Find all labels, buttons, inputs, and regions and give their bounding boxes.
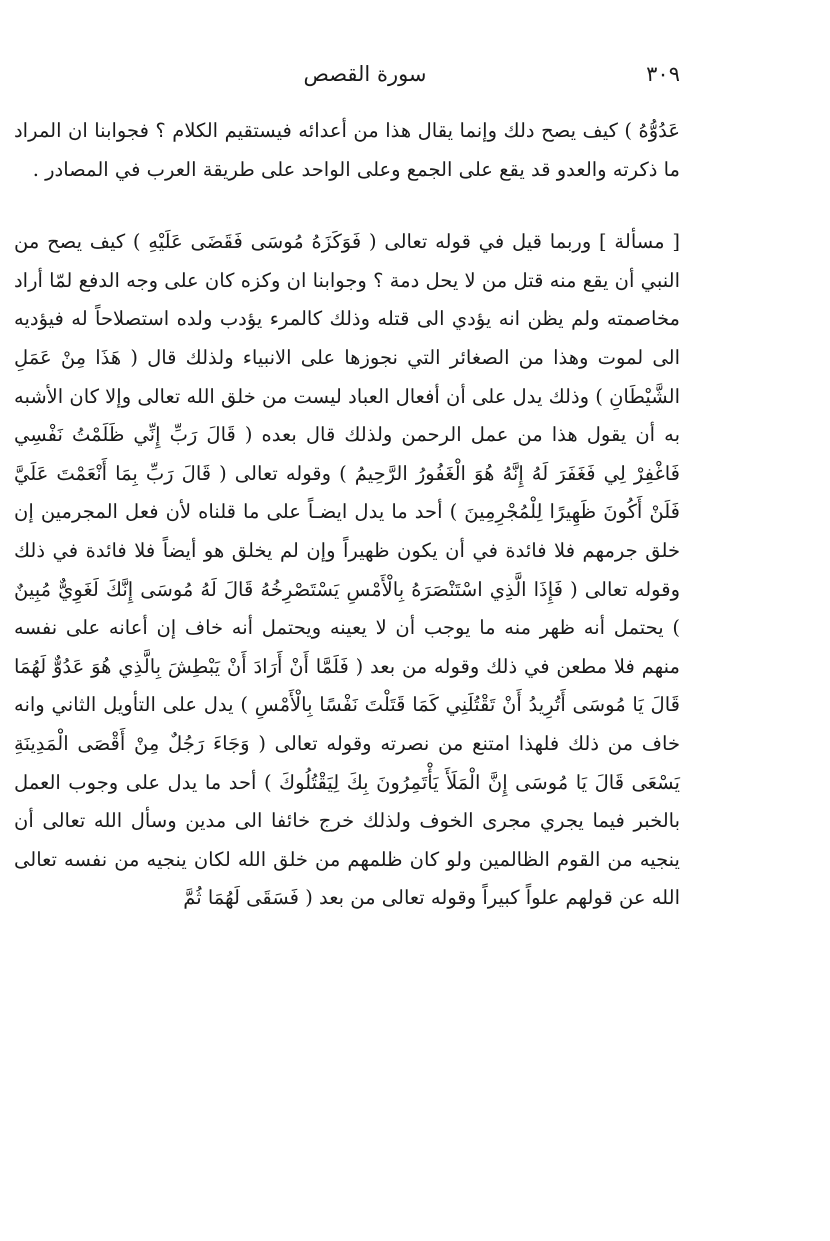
page-number: ٣٠٩ (646, 62, 680, 86)
page-header (50, 62, 680, 92)
body-text (14, 112, 680, 918)
surah-title: سورة القصص (303, 62, 427, 86)
paragraph-1: عَدُوُّهُ ) كيف يصح دلك وإنما يقال هذا من أعدائه فيستقيم الكلام ؟ فجوابنا ان المراد ما ذكرته والعدو قد يقع على الجمع وعلى الواحد على طريقة العرب في المصادر . (14, 119, 680, 181)
paragraph-2: [ مسألة ] وربما قيل في قوله تعالى ( فَوَكَزَهُ مُوسَى فَقَضَى عَلَيْهِ ) كيف يصح من النبي أن يقع منه قتل من لا يحل دمة ؟ وجوابنا ان وكزه كان على وجه الدفع لمّا أراد مخاصمته ولم يظن انه يؤدي الى قتله وذلك كالمرء يؤدب ولده استصلاحاً له فيؤديه الى لموت وهذا من الصغائر التي نجوزها على الانبياء ولذلك قال ( هَذَا مِنْ عَمَلِ الشَّيْطَانِ ) وذلك يدل على أن أفعال العباد ليست من خلق الله تعالى وإلا كان الأشبه به أن يقول هذا من عمل الرحمن ولذلك قال بعده ( قَالَ رَبِّ إِنِّي ظَلَمْتُ نَفْسِي فَاغْفِرْ لِي فَغَفَرَ لَهُ إِنَّهُ هُوَ الْغَفُورُ الرَّحِيمُ ) وقوله تعالى ( قَالَ رَبِّ بِمَا أَنْعَمْتَ عَلَيَّ فَلَنْ أَكُونَ ظَهِيرًا لِلْمُجْرِمِينَ ) أحد ما يدل ايضـاً على ما قلناه لأن فعل المجرمين إن خلق جرمهم فلا فائدة في أن يكون ظهيراً وإن لم يخلق هو أيضاً فلا فائدة في ذلك وقوله تعالى ( فَإِذَا الَّذِي اسْتَنْصَرَهُ بِالْأَمْسِ يَسْتَصْرِخُهُ قَالَ لَهُ مُوسَى إِنَّكَ لَغَوِيٌّ مُبِينٌ ) يحتمل أنه ظهر منه ما يوجب أن لا يعينه ويحتمل أنه خاف إن أعانه على نفسه منهم فلا مطعن في ذلك وقوله من بعد ( فَلَمَّا أَنْ أَرَادَ أَنْ يَبْطِشَ بِالَّذِي هُوَ عَدُوٌّ لَهُمَا قَالَ يَا مُوسَى أَتُرِيدُ أَنْ تَقْتُلَنِي كَمَا قَتَلْتَ نَفْسًا بِالْأَمْسِ ) يدل على التأويل الثاني وانه خاف من ذلك فلهذا امتنع من نصرته وقوله تعالى ( وَجَاءَ رَجُلٌ مِنْ أَقْصَى الْمَدِينَةِ يَسْعَى قَالَ يَا مُوسَى إِنَّ الْمَلَأَ يَأْتَمِرُونَ بِكَ لِيَقْتُلُوكَ ) أحد ما يدل على وجوب العمل بالخبر فيما يجري مجرى الخوف ولذلك خرج خائفا الى مدين وسأل الله تعالى أن ينجيه من القوم الظالمين ولو كان ظلمهم من خلق الله لكان ينجيه من نفسه تعالى الله عن قولهم علواً كبيراً وقوله تعالى من بعد ( فَسَقَى لَهُمَا ثُمَّ (14, 230, 680, 910)
paragraph-spacer (14, 189, 680, 223)
